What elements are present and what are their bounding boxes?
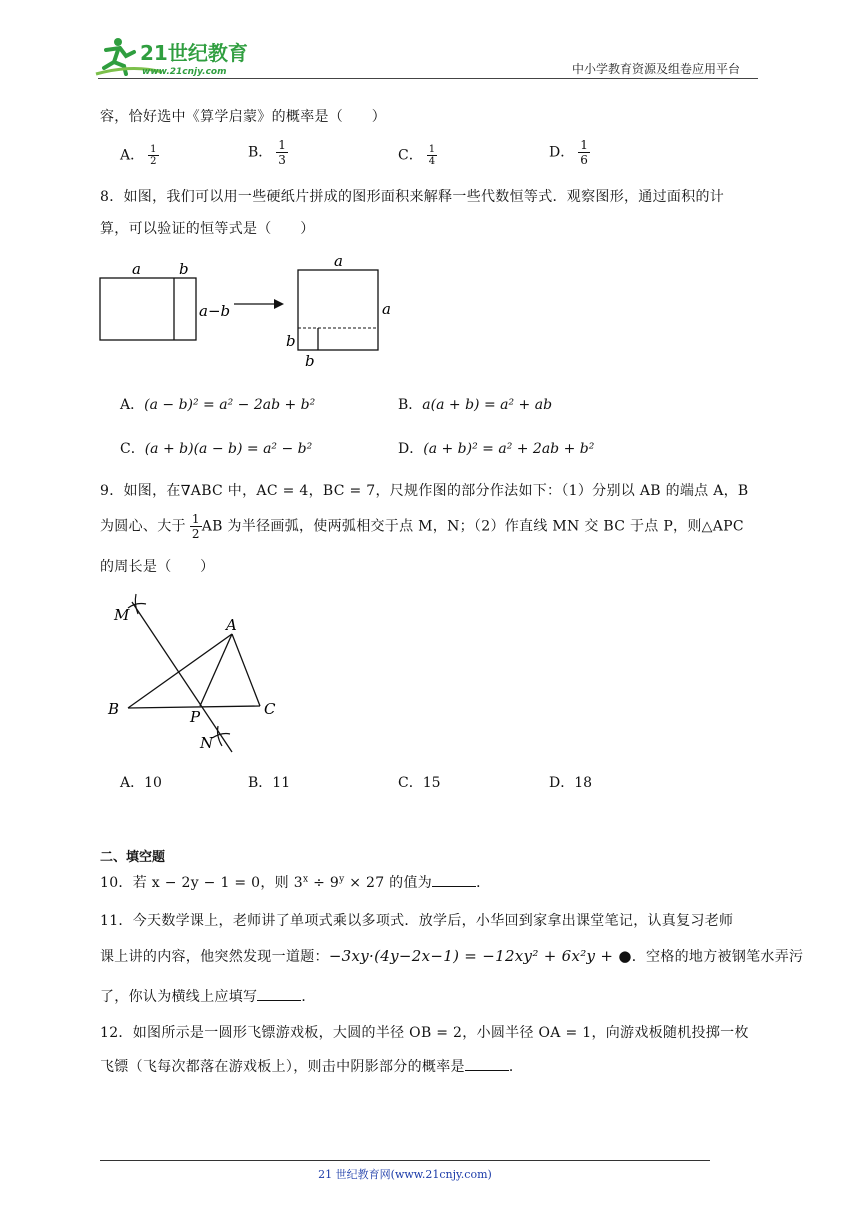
q9-figure xyxy=(100,590,300,760)
q8-line1: 8．如图，我们可以用一些硬纸片拼成的图形面积来解释一些代数恒等式．观察图形，通过面积的计 xyxy=(100,189,725,205)
q11-line3: 了，你认为横线上应填写 ． xyxy=(100,989,316,1005)
q8-label-a-right: a xyxy=(382,300,391,318)
q8-label-amb: a−b xyxy=(199,302,231,320)
q12-line2: 飞镖（飞每次都落在游戏板上），则击中阴影部分的概率是 ． xyxy=(100,1059,524,1075)
q9-option-a: A．10 xyxy=(120,775,162,791)
q9-line2: 为圆心、大于 $\frac{1}{2}$ AB 为半径画弧，使两弧相交于点 M，N；（2）作直线 MN 交 BC 于点 P，则△APC xyxy=(100,512,744,541)
q9-option-d: D．18 xyxy=(549,775,593,791)
q8-label-a-top: a xyxy=(334,252,343,270)
q10-text: 10．若 x − 2y − 1 = 0，则 $3^x \div 9^y \times 27$ 的值为 ． xyxy=(100,874,491,891)
logo xyxy=(92,34,262,78)
q8-figure xyxy=(96,252,416,372)
q9-label-m: M xyxy=(114,606,130,624)
q10-blank xyxy=(432,874,476,887)
section-title: 二、填空题 xyxy=(100,850,166,865)
q8-line2: 算，可以验证的恒等式是（ ） xyxy=(100,221,315,237)
q7-option-c: C． $\frac{1}{4}$ xyxy=(398,144,436,167)
q9-label-c: C xyxy=(264,700,276,718)
q8-label-b-left: b xyxy=(179,260,189,278)
q8-option-c: C．(a + b)(a − b) = a² − b² xyxy=(120,441,313,457)
q8-option-b: B．a(a + b) = a² + ab xyxy=(398,397,553,413)
q8-label-a-left: a xyxy=(132,260,141,278)
logo-text: 21世纪教育 xyxy=(140,41,248,65)
q7-option-d: D． $\frac{1}{6}$ xyxy=(549,138,588,167)
q9-label-p: P xyxy=(190,708,201,726)
q11-blank xyxy=(257,988,301,1001)
q11-line2: 课上讲的内容，他突然发现一道题：−3xy·(4y−2x−1) = −12xy² + 6x²y + ●．空格的地方被钢笔水弄污 xyxy=(100,947,804,965)
q12-blank xyxy=(465,1058,509,1071)
q9-option-b: B．11 xyxy=(248,775,291,791)
q12-line1: 12．如图所示是一圆形飞镖游戏板，大圆的半径 OB = 2，小圆半径 OA = 1，向游戏板随机投掷一枚 xyxy=(100,1025,749,1041)
footer-divider xyxy=(100,1160,710,1161)
q8-option-a: A．(a − b)² = a² − 2ab + b² xyxy=(120,397,316,413)
q8-option-d: D．(a + b)² = a² + 2ab + b² xyxy=(398,441,595,457)
logo-url: www.21cnjy.com xyxy=(142,67,227,77)
q7-option-b: B． $\frac{1}{3}$ xyxy=(248,138,286,167)
q9-line3: 的周长是（ ） xyxy=(100,559,215,575)
footer-text: 21 世纪教育网(www.21cnjy.com) xyxy=(318,1168,492,1181)
q9-label-b: B xyxy=(108,700,120,718)
q8-label-b-side: b xyxy=(286,332,296,350)
q9-label-a: A xyxy=(226,616,237,634)
q9-line1: 9．如图，在∇ABC 中，AC = 4，BC = 7，尺规作图的部分作法如下：（1）分别以 AB 的端点 A，B xyxy=(100,483,749,499)
q7-text: 容，恰好选中《算学启蒙》的概率是（ ） xyxy=(100,109,386,125)
q11-line1: 11．今天数学课上，老师讲了单项式乘以多项式．放学后，小华回到家拿出课堂笔记，认真复习老师 xyxy=(100,913,734,929)
q7-option-a: A． $\frac{1}{2}$ xyxy=(120,144,157,167)
platform-name: 中小学教育资源及组卷应用平台 xyxy=(572,62,741,76)
header-divider xyxy=(98,78,758,79)
q8-label-b-bottom: b xyxy=(305,352,315,370)
q9-option-c: C．15 xyxy=(398,775,441,791)
q9-label-n: N xyxy=(200,734,214,752)
